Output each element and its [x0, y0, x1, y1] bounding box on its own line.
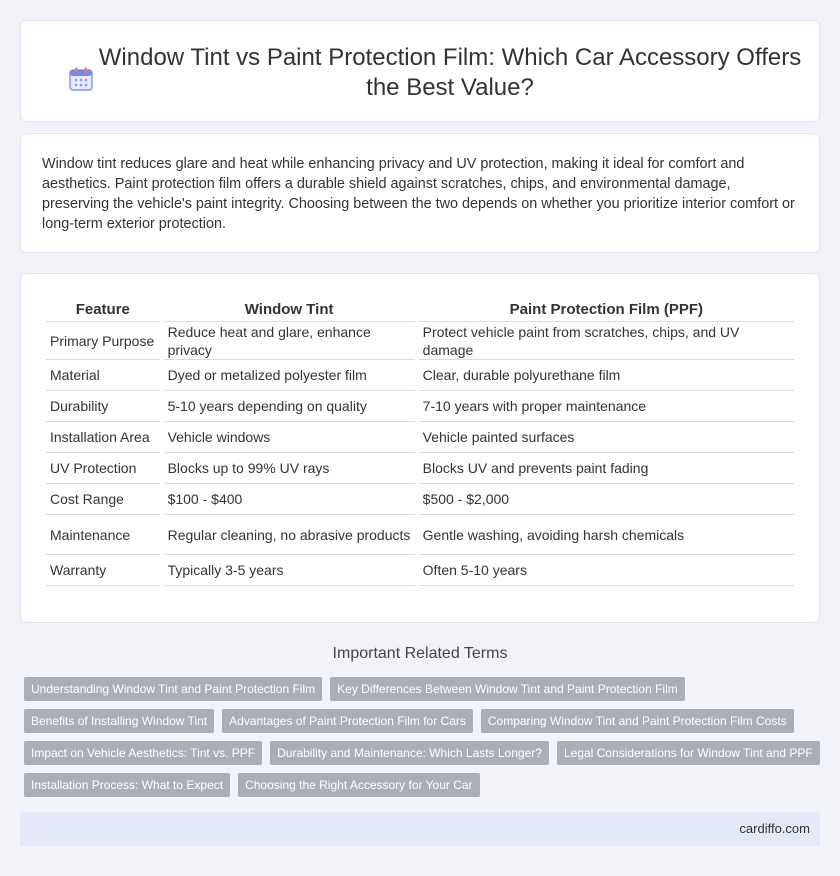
summary-card: [20, 133, 820, 253]
related-terms-list: [24, 677, 824, 805]
related-term-tag[interactable]: Key Differences Between Window Tint and Paint Protection Film: [330, 677, 685, 701]
footer-site-link[interactable]: cardiffo.com: [739, 821, 810, 836]
table-cell: Vehicle windows: [164, 422, 415, 453]
table-cell: 7-10 years with proper maintenance: [419, 391, 794, 422]
page-title: Window Tint vs Paint Protection Film: Which Car Accessory Offers the Best Value?: [98, 44, 802, 101]
header-ppf: Paint Protection Film (PPF): [419, 294, 794, 322]
comparison-table: [42, 294, 798, 586]
table-row: [46, 453, 794, 484]
related-terms-heading: Important Related Terms: [332, 645, 508, 662]
table-cell: Material: [46, 360, 160, 391]
related-term-tag[interactable]: Comparing Window Tint and Paint Protection Film Costs: [481, 709, 794, 733]
table-cell: $100 - $400: [164, 484, 415, 515]
table-cell: UV Protection: [46, 453, 160, 484]
table-row: [46, 422, 794, 453]
table-cell: Blocks up to 99% UV rays: [164, 453, 415, 484]
table-row: [46, 555, 794, 586]
related-term-tag[interactable]: Legal Considerations for Window Tint and PPF: [557, 741, 820, 765]
table-cell: Dyed or metalized polyester film: [164, 360, 415, 391]
header-window-tint: Window Tint: [164, 294, 415, 322]
table-cell: Cost Range: [46, 484, 160, 515]
summary-text: Window tint reduces glare and heat while enhancing privacy and UV protection, making it ideal for comfort and aesthetics. Paint protection film offers a durable shield against scratches, chips, and environmental damage, preserving the vehicle's paint integrity. Choosing between the two depends on whether you prioritize interior comfort or long-term exterior protection.: [42, 156, 795, 232]
related-term-tag[interactable]: Durability and Maintenance: Which Lasts Longer?: [270, 741, 549, 765]
related-term-tag[interactable]: Installation Process: What to Expect: [24, 773, 230, 797]
table-row: [46, 391, 794, 422]
table-cell: Vehicle painted surfaces: [419, 422, 794, 453]
table-cell: Warranty: [46, 555, 160, 586]
related-term-tag[interactable]: Choosing the Right Accessory for Your Car: [238, 773, 479, 797]
table-cell: Often 5-10 years: [419, 555, 794, 586]
table-cell: Protect vehicle paint from scratches, chips, and UV damage: [419, 322, 794, 360]
table-cell: Typically 3-5 years: [164, 555, 415, 586]
table-cell: Maintenance: [46, 515, 160, 555]
comparison-table-card: [20, 273, 820, 623]
table-cell: Gentle washing, avoiding harsh chemicals: [419, 515, 794, 555]
related-term-tag[interactable]: Impact on Vehicle Aesthetics: Tint vs. PPF: [24, 741, 262, 765]
title-card: [20, 20, 820, 122]
table-cell: Reduce heat and glare, enhance privacy: [164, 322, 415, 360]
footer: [20, 812, 820, 846]
related-term-tag[interactable]: Advantages of Paint Protection Film for Cars: [222, 709, 473, 733]
table-cell: 5-10 years depending on quality: [164, 391, 415, 422]
table-cell: Durability: [46, 391, 160, 422]
table-row: [46, 322, 794, 360]
table-cell: Blocks UV and prevents paint fading: [419, 453, 794, 484]
table-cell: Regular cleaning, no abrasive products: [164, 515, 415, 555]
table-header-row: [46, 294, 794, 322]
table-cell: Clear, durable polyurethane film: [419, 360, 794, 391]
table-cell: Installation Area: [46, 422, 160, 453]
table-row: [46, 484, 794, 515]
table-cell: Primary Purpose: [46, 322, 160, 360]
table-cell: $500 - $2,000: [419, 484, 794, 515]
related-term-tag[interactable]: Benefits of Installing Window Tint: [24, 709, 214, 733]
table-row: [46, 515, 794, 555]
header-feature: Feature: [46, 294, 160, 322]
related-term-tag[interactable]: Understanding Window Tint and Paint Protection Film: [24, 677, 322, 701]
table-row: [46, 360, 794, 391]
